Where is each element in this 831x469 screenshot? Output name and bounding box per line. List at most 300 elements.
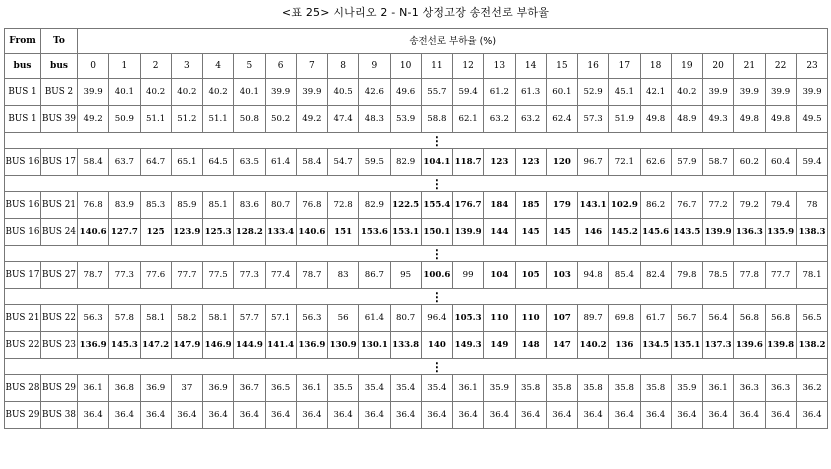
ellipsis-cell bbox=[390, 246, 421, 262]
ellipsis-cell bbox=[171, 246, 202, 262]
ellipsis-cell bbox=[578, 133, 609, 149]
ellipsis-cell bbox=[41, 359, 78, 375]
load-value-cell: 104 bbox=[484, 262, 515, 289]
table-row bbox=[5, 332, 828, 359]
load-value-cell: 85.4 bbox=[609, 262, 640, 289]
table-row bbox=[5, 262, 828, 289]
load-value-cell: 55.7 bbox=[421, 79, 452, 106]
ellipsis-cell bbox=[359, 133, 390, 149]
load-value-cell: 39.9 bbox=[78, 79, 109, 106]
ellipsis-cell bbox=[390, 289, 421, 305]
load-value-cell: 63.2 bbox=[515, 106, 546, 133]
load-value-cell: 39.9 bbox=[734, 79, 765, 106]
hour-header: 18 bbox=[640, 54, 671, 79]
load-value-cell: 150.1 bbox=[421, 219, 452, 246]
load-value-cell: 35.8 bbox=[609, 375, 640, 402]
load-value-cell: 123 bbox=[515, 149, 546, 176]
load-value-cell: 50.8 bbox=[234, 106, 265, 133]
ellipsis-cell bbox=[234, 176, 265, 192]
load-value-cell: 60.2 bbox=[734, 149, 765, 176]
ellipsis-cell bbox=[484, 246, 515, 262]
hour-header: 10 bbox=[390, 54, 421, 79]
ellipsis-cell bbox=[140, 359, 171, 375]
table-row bbox=[5, 79, 828, 106]
to-header-top: To bbox=[41, 29, 78, 54]
load-value-cell: 120 bbox=[546, 149, 577, 176]
ellipsis-cell bbox=[171, 289, 202, 305]
ellipsis-cell bbox=[296, 176, 327, 192]
ellipsis-cell bbox=[203, 176, 234, 192]
hour-header: 21 bbox=[734, 54, 765, 79]
ellipsis-cell bbox=[484, 176, 515, 192]
ellipsis-cell bbox=[578, 359, 609, 375]
from-header-bottom: bus bbox=[5, 54, 41, 79]
table-row bbox=[5, 219, 828, 246]
load-value-cell: 39.9 bbox=[765, 79, 796, 106]
load-value-cell: 63.2 bbox=[484, 106, 515, 133]
load-value-cell: 56.3 bbox=[296, 305, 327, 332]
load-value-cell: 49.5 bbox=[796, 106, 828, 133]
load-value-cell: 35.8 bbox=[546, 375, 577, 402]
from-header-top: From bbox=[5, 29, 41, 54]
load-value-cell: 83 bbox=[328, 262, 359, 289]
load-value-cell: 86.7 bbox=[359, 262, 390, 289]
load-value-cell: 57.1 bbox=[265, 305, 296, 332]
load-value-cell: 36.4 bbox=[78, 402, 109, 429]
load-value-cell: 36.9 bbox=[203, 375, 234, 402]
load-value-cell: 49.6 bbox=[390, 79, 421, 106]
load-value-cell: 36.4 bbox=[734, 402, 765, 429]
ellipsis-cell bbox=[703, 133, 734, 149]
ellipsis-cell bbox=[265, 289, 296, 305]
load-value-cell: 58.2 bbox=[171, 305, 202, 332]
ellipsis-cell bbox=[78, 246, 109, 262]
ellipsis-cell bbox=[640, 176, 671, 192]
load-value-cell: 57.3 bbox=[578, 106, 609, 133]
load-value-cell: 136.3 bbox=[734, 219, 765, 246]
ellipsis-cell bbox=[453, 246, 484, 262]
hour-header: 16 bbox=[578, 54, 609, 79]
load-value-cell: 79.2 bbox=[734, 192, 765, 219]
ellipsis-cell bbox=[640, 359, 671, 375]
load-value-cell: 36.4 bbox=[484, 402, 515, 429]
ellipsis-cell bbox=[203, 246, 234, 262]
load-value-cell: 36.4 bbox=[359, 402, 390, 429]
load-value-cell: 77.7 bbox=[171, 262, 202, 289]
load-value-cell: 135.9 bbox=[765, 219, 796, 246]
to-bus-cell: BUS 22 bbox=[41, 305, 78, 332]
ellipsis-cell bbox=[640, 133, 671, 149]
ellipsis-cell bbox=[5, 359, 41, 375]
load-value-cell: 40.1 bbox=[234, 79, 265, 106]
load-value-cell: 36.4 bbox=[140, 402, 171, 429]
load-value-cell: 49.8 bbox=[765, 106, 796, 133]
load-value-cell: 85.9 bbox=[171, 192, 202, 219]
load-value-cell: 42.1 bbox=[640, 79, 671, 106]
load-value-cell: 147.2 bbox=[140, 332, 171, 359]
ellipsis-cell bbox=[296, 289, 327, 305]
header-row-top bbox=[5, 29, 828, 54]
load-value-cell: 36.4 bbox=[765, 402, 796, 429]
load-value-cell: 52.9 bbox=[578, 79, 609, 106]
hour-header: 17 bbox=[609, 54, 640, 79]
load-value-cell: 143.1 bbox=[578, 192, 609, 219]
load-value-cell: 45.1 bbox=[609, 79, 640, 106]
load-value-cell: 39.9 bbox=[796, 79, 828, 106]
ellipsis-cell bbox=[109, 133, 140, 149]
ellipsis-cell bbox=[109, 176, 140, 192]
ellipsis-cell bbox=[328, 289, 359, 305]
load-value-cell: 56.4 bbox=[703, 305, 734, 332]
ellipsis-cell bbox=[640, 289, 671, 305]
load-value-cell: 80.7 bbox=[390, 305, 421, 332]
load-value-cell: 100.6 bbox=[421, 262, 452, 289]
load-value-cell: 58.4 bbox=[78, 149, 109, 176]
load-value-cell: 85.3 bbox=[140, 192, 171, 219]
ellipsis-cell bbox=[578, 176, 609, 192]
load-value-cell: 137.3 bbox=[703, 332, 734, 359]
load-value-cell: 155.4 bbox=[421, 192, 452, 219]
ellipsis-cell bbox=[203, 289, 234, 305]
load-value-cell: 148 bbox=[515, 332, 546, 359]
ellipsis-cell bbox=[703, 176, 734, 192]
to-bus-cell: BUS 29 bbox=[41, 375, 78, 402]
ellipsis-row bbox=[5, 289, 828, 305]
load-value-cell: 40.1 bbox=[109, 79, 140, 106]
load-value-cell: 135.1 bbox=[671, 332, 702, 359]
load-value-cell: 36.4 bbox=[453, 402, 484, 429]
load-value-cell: 40.5 bbox=[328, 79, 359, 106]
table-row bbox=[5, 106, 828, 133]
load-value-cell: 56.5 bbox=[796, 305, 828, 332]
load-value-cell: 58.4 bbox=[296, 149, 327, 176]
ellipsis-cell bbox=[328, 133, 359, 149]
ellipsis-mark: ⋮ bbox=[421, 133, 452, 149]
load-value-cell: 145 bbox=[515, 219, 546, 246]
load-value-cell: 82.4 bbox=[640, 262, 671, 289]
load-value-cell: 54.7 bbox=[328, 149, 359, 176]
load-value-cell: 35.9 bbox=[484, 375, 515, 402]
ellipsis-cell bbox=[41, 176, 78, 192]
load-value-cell: 136.9 bbox=[296, 332, 327, 359]
ellipsis-cell bbox=[453, 176, 484, 192]
load-value-cell: 35.9 bbox=[671, 375, 702, 402]
load-value-cell: 36.1 bbox=[78, 375, 109, 402]
load-value-cell: 37 bbox=[171, 375, 202, 402]
table-row bbox=[5, 149, 828, 176]
ellipsis-cell bbox=[546, 133, 577, 149]
load-value-cell: 62.4 bbox=[546, 106, 577, 133]
load-value-cell: 36.7 bbox=[234, 375, 265, 402]
load-value-cell: 35.4 bbox=[390, 375, 421, 402]
load-value-cell: 143.5 bbox=[671, 219, 702, 246]
load-value-cell: 128.2 bbox=[234, 219, 265, 246]
load-value-cell: 49.2 bbox=[78, 106, 109, 133]
hour-header: 15 bbox=[546, 54, 577, 79]
table-caption: <표 25> 시나리오 2 - N-1 상정고장 송전선로 부하율 bbox=[281, 6, 550, 19]
ellipsis-cell bbox=[796, 359, 828, 375]
ellipsis-cell bbox=[546, 246, 577, 262]
load-value-cell: 62.6 bbox=[640, 149, 671, 176]
load-value-cell: 35.4 bbox=[359, 375, 390, 402]
load-value-cell: 76.8 bbox=[78, 192, 109, 219]
load-value-cell: 36.4 bbox=[546, 402, 577, 429]
ellipsis-cell bbox=[78, 359, 109, 375]
load-value-cell: 94.8 bbox=[578, 262, 609, 289]
hour-header: 9 bbox=[359, 54, 390, 79]
load-value-cell: 64.5 bbox=[203, 149, 234, 176]
load-value-cell: 56.8 bbox=[765, 305, 796, 332]
load-value-cell: 36.4 bbox=[203, 402, 234, 429]
load-value-cell: 35.8 bbox=[578, 375, 609, 402]
load-value-cell: 78.7 bbox=[296, 262, 327, 289]
hour-header: 4 bbox=[203, 54, 234, 79]
ellipsis-cell bbox=[109, 359, 140, 375]
load-value-cell: 50.9 bbox=[109, 106, 140, 133]
load-value-cell: 59.4 bbox=[796, 149, 828, 176]
to-bus-cell: BUS 39 bbox=[41, 106, 78, 133]
load-value-cell: 110 bbox=[515, 305, 546, 332]
load-value-cell: 49.8 bbox=[734, 106, 765, 133]
load-value-cell: 58.1 bbox=[203, 305, 234, 332]
ellipsis-cell bbox=[515, 359, 546, 375]
hour-header: 5 bbox=[234, 54, 265, 79]
load-value-cell: 77.5 bbox=[203, 262, 234, 289]
ellipsis-cell bbox=[671, 359, 702, 375]
load-value-cell: 48.3 bbox=[359, 106, 390, 133]
from-bus-cell: BUS 29 bbox=[5, 402, 41, 429]
load-value-cell: 147 bbox=[546, 332, 577, 359]
ellipsis-cell bbox=[734, 359, 765, 375]
load-value-cell: 36.4 bbox=[390, 402, 421, 429]
load-value-cell: 57.9 bbox=[671, 149, 702, 176]
ellipsis-cell bbox=[171, 359, 202, 375]
hour-header: 3 bbox=[171, 54, 202, 79]
load-value-cell: 122.5 bbox=[390, 192, 421, 219]
hour-header: 7 bbox=[296, 54, 327, 79]
load-value-cell: 145.3 bbox=[109, 332, 140, 359]
ellipsis-mark: ⋮ bbox=[421, 289, 452, 305]
load-value-cell: 36.4 bbox=[703, 402, 734, 429]
load-value-cell: 36.4 bbox=[265, 402, 296, 429]
load-value-cell: 36.4 bbox=[515, 402, 546, 429]
load-value-cell: 51.2 bbox=[171, 106, 202, 133]
ellipsis-row bbox=[5, 359, 828, 375]
load-value-cell: 40.2 bbox=[203, 79, 234, 106]
ellipsis-cell bbox=[515, 289, 546, 305]
load-value-cell: 36.4 bbox=[640, 402, 671, 429]
load-value-cell: 86.2 bbox=[640, 192, 671, 219]
load-value-cell: 36.4 bbox=[421, 402, 452, 429]
load-value-cell: 51.1 bbox=[203, 106, 234, 133]
load-value-cell: 61.3 bbox=[515, 79, 546, 106]
ellipsis-row bbox=[5, 133, 828, 149]
load-value-cell: 36.4 bbox=[109, 402, 140, 429]
ellipsis-cell bbox=[484, 359, 515, 375]
load-value-cell: 141.4 bbox=[265, 332, 296, 359]
load-value-cell: 35.8 bbox=[515, 375, 546, 402]
load-value-cell: 36.4 bbox=[234, 402, 265, 429]
ellipsis-cell bbox=[546, 289, 577, 305]
ellipsis-cell bbox=[609, 289, 640, 305]
ellipsis-cell bbox=[578, 289, 609, 305]
ellipsis-cell bbox=[734, 133, 765, 149]
hour-header: 1 bbox=[109, 54, 140, 79]
ellipsis-row bbox=[5, 176, 828, 192]
from-bus-cell: BUS 28 bbox=[5, 375, 41, 402]
load-value-cell: 61.7 bbox=[640, 305, 671, 332]
load-value-cell: 47.4 bbox=[328, 106, 359, 133]
ellipsis-mark: ⋮ bbox=[421, 176, 452, 192]
ellipsis-cell bbox=[484, 289, 515, 305]
to-bus-cell: BUS 23 bbox=[41, 332, 78, 359]
load-value-cell: 61.2 bbox=[484, 79, 515, 106]
ellipsis-cell bbox=[5, 176, 41, 192]
load-value-cell: 49.3 bbox=[703, 106, 734, 133]
ellipsis-cell bbox=[5, 289, 41, 305]
hour-header: 14 bbox=[515, 54, 546, 79]
load-value-cell: 60.4 bbox=[765, 149, 796, 176]
ellipsis-cell bbox=[765, 176, 796, 192]
ellipsis-cell bbox=[296, 133, 327, 149]
ellipsis-cell bbox=[171, 133, 202, 149]
ellipsis-cell bbox=[140, 133, 171, 149]
load-value-cell: 63.7 bbox=[109, 149, 140, 176]
load-value-cell: 133.8 bbox=[390, 332, 421, 359]
ellipsis-cell bbox=[703, 246, 734, 262]
load-value-cell: 125 bbox=[140, 219, 171, 246]
ellipsis-cell bbox=[453, 289, 484, 305]
ellipsis-cell bbox=[671, 133, 702, 149]
load-value-cell: 139.6 bbox=[734, 332, 765, 359]
ellipsis-cell bbox=[265, 133, 296, 149]
load-value-cell: 36.1 bbox=[453, 375, 484, 402]
ellipsis-cell bbox=[359, 289, 390, 305]
ellipsis-cell bbox=[78, 176, 109, 192]
load-value-cell: 61.4 bbox=[265, 149, 296, 176]
load-value-cell: 145 bbox=[546, 219, 577, 246]
load-value-cell: 36.4 bbox=[296, 402, 327, 429]
load-value-cell: 146 bbox=[578, 219, 609, 246]
ellipsis-row bbox=[5, 246, 828, 262]
ellipsis-cell bbox=[5, 133, 41, 149]
load-value-cell: 153.6 bbox=[359, 219, 390, 246]
load-value-cell: 147.9 bbox=[171, 332, 202, 359]
load-value-cell: 133.4 bbox=[265, 219, 296, 246]
ellipsis-cell bbox=[453, 133, 484, 149]
ellipsis-cell bbox=[765, 289, 796, 305]
load-value-cell: 140.6 bbox=[78, 219, 109, 246]
load-value-cell: 77.3 bbox=[234, 262, 265, 289]
ellipsis-cell bbox=[515, 133, 546, 149]
table-row bbox=[5, 192, 828, 219]
load-value-cell: 72.8 bbox=[328, 192, 359, 219]
ellipsis-cell bbox=[703, 289, 734, 305]
load-value-cell: 107 bbox=[546, 305, 577, 332]
load-value-cell: 78.1 bbox=[796, 262, 828, 289]
load-value-cell: 99 bbox=[453, 262, 484, 289]
ellipsis-cell bbox=[515, 176, 546, 192]
load-value-cell: 76.7 bbox=[671, 192, 702, 219]
ellipsis-cell bbox=[640, 246, 671, 262]
load-value-cell: 140 bbox=[421, 332, 452, 359]
load-value-cell: 59.4 bbox=[453, 79, 484, 106]
load-value-cell: 146.9 bbox=[203, 332, 234, 359]
load-value-cell: 51.1 bbox=[140, 106, 171, 133]
ellipsis-cell bbox=[5, 246, 41, 262]
load-value-cell: 56 bbox=[328, 305, 359, 332]
load-value-cell: 130.9 bbox=[328, 332, 359, 359]
load-value-cell: 127.7 bbox=[109, 219, 140, 246]
hour-header: 2 bbox=[140, 54, 171, 79]
load-value-cell: 77.8 bbox=[734, 262, 765, 289]
ellipsis-cell bbox=[796, 176, 828, 192]
load-value-cell: 51.9 bbox=[609, 106, 640, 133]
load-value-cell: 83.9 bbox=[109, 192, 140, 219]
load-value-cell: 35.8 bbox=[640, 375, 671, 402]
ellipsis-cell bbox=[703, 359, 734, 375]
ellipsis-cell bbox=[609, 246, 640, 262]
ellipsis-cell bbox=[796, 289, 828, 305]
to-bus-cell: BUS 17 bbox=[41, 149, 78, 176]
load-value-cell: 53.9 bbox=[390, 106, 421, 133]
to-bus-cell: BUS 2 bbox=[41, 79, 78, 106]
ellipsis-cell bbox=[234, 133, 265, 149]
ellipsis-cell bbox=[609, 133, 640, 149]
load-value-cell: 139.8 bbox=[765, 332, 796, 359]
ellipsis-cell bbox=[734, 289, 765, 305]
ellipsis-cell bbox=[171, 176, 202, 192]
hour-header: 19 bbox=[671, 54, 702, 79]
hour-header: 13 bbox=[484, 54, 515, 79]
ellipsis-cell bbox=[328, 359, 359, 375]
load-value-cell: 36.2 bbox=[796, 375, 828, 402]
load-value-cell: 123 bbox=[484, 149, 515, 176]
ellipsis-cell bbox=[671, 176, 702, 192]
load-value-cell: 57.7 bbox=[234, 305, 265, 332]
load-value-cell: 39.9 bbox=[703, 79, 734, 106]
load-value-cell: 136 bbox=[609, 332, 640, 359]
load-value-cell: 95 bbox=[390, 262, 421, 289]
load-value-cell: 149.3 bbox=[453, 332, 484, 359]
load-value-cell: 83.6 bbox=[234, 192, 265, 219]
load-value-cell: 136.9 bbox=[78, 332, 109, 359]
load-value-cell: 36.4 bbox=[609, 402, 640, 429]
load-value-cell: 42.6 bbox=[359, 79, 390, 106]
load-value-cell: 140.6 bbox=[296, 219, 327, 246]
load-value-cell: 138.3 bbox=[796, 219, 828, 246]
load-value-cell: 40.2 bbox=[171, 79, 202, 106]
load-value-cell: 139.9 bbox=[453, 219, 484, 246]
load-value-cell: 77.6 bbox=[140, 262, 171, 289]
table-row bbox=[5, 305, 828, 332]
load-value-cell: 63.5 bbox=[234, 149, 265, 176]
hour-header: 0 bbox=[78, 54, 109, 79]
load-value-cell: 144 bbox=[484, 219, 515, 246]
ellipsis-cell bbox=[796, 246, 828, 262]
load-value-cell: 40.2 bbox=[671, 79, 702, 106]
from-bus-cell: BUS 1 bbox=[5, 106, 41, 133]
load-value-cell: 96.7 bbox=[578, 149, 609, 176]
from-bus-cell: BUS 16 bbox=[5, 192, 41, 219]
load-value-cell: 39.9 bbox=[265, 79, 296, 106]
load-value-cell: 35.4 bbox=[421, 375, 452, 402]
load-value-cell: 50.2 bbox=[265, 106, 296, 133]
load-value-cell: 58.7 bbox=[703, 149, 734, 176]
table-row bbox=[5, 402, 828, 429]
ellipsis-cell bbox=[453, 359, 484, 375]
ellipsis-cell bbox=[265, 246, 296, 262]
